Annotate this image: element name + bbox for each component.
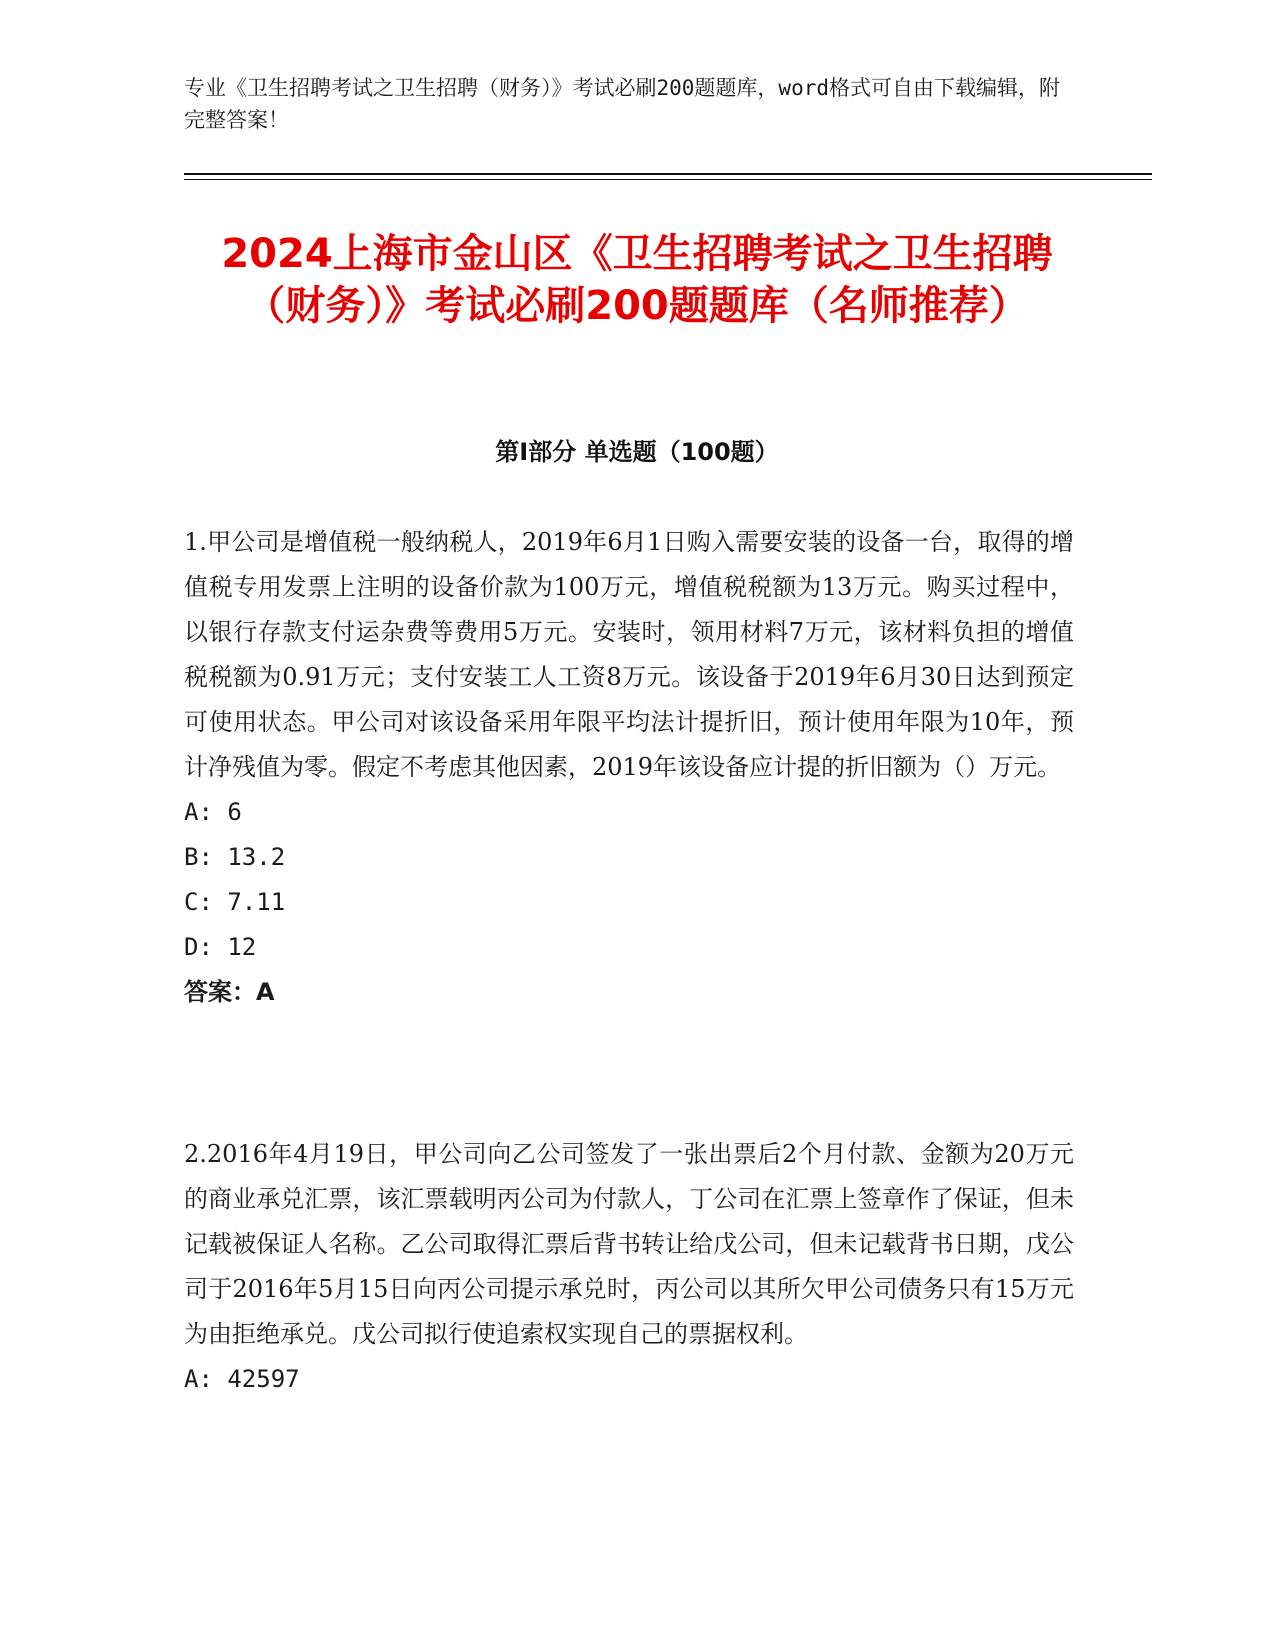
option-text: 42597 <box>227 1365 300 1393</box>
header-divider-thin <box>184 179 1152 180</box>
option-text: 12 <box>227 933 257 961</box>
option-text: 6 <box>227 798 242 826</box>
option-a <box>184 1357 1074 1402</box>
option-d <box>184 925 1074 970</box>
option-letter: C: <box>184 888 213 916</box>
option-letter: A: <box>184 798 213 826</box>
header-note: 专业《卫生招聘考试之卫生招聘（财务）》考试必刷200题题库，word格式可自由下载编辑，附完整答案！ <box>184 76 1060 132</box>
option-text: 7.11 <box>227 888 286 916</box>
question-2 <box>184 1132 1074 1402</box>
question-stem: 1.甲公司是增值税一般纳税人，2019年6月1日购入需要安装的设备一台，取得的增值税专用发票上注明的设备价款为100万元，增值税税额为13万元。购买过程中，以银行存款支付运杂费等费用5万元。安装时，领用材料7万元，该材料负担的增值税税额为0.91万元；支付安装工人工资8万元。该设备于2019年6月30日达到预定可使用状态。甲公司对该设备采用年限平均法计提折旧，预计使用年限为10年，预计净残值为零。假定不考虑其他因素，2019年该设备应计提的折旧额为（）万元。 <box>184 528 1074 781</box>
option-a <box>184 790 1074 835</box>
question-1 <box>184 520 1074 1015</box>
option-letter: D: <box>184 933 213 961</box>
question-stem: 2.2016年4月19日，甲公司向乙公司签发了一张出票后2个月付款、金额为20万元的商业承兑汇票，该汇票载明丙公司为付款人，丁公司在汇票上签章作了保证，但未记载被保证人名称。乙公司取得汇票后背书转让给戊公司，但未记载背书日期，戊公司于2016年5月15日向丙公司提示承兑时，丙公司以其所欠甲公司债务只有15万元为由拒绝承兑。戊公司拟行使追索权实现自己的票据权利。 <box>184 1140 1074 1348</box>
option-letter: A: <box>184 1365 213 1393</box>
section-heading: 第Ⅰ部分 单选题（100题） <box>495 438 779 466</box>
header-divider-thick <box>184 173 1152 175</box>
option-text: 13.2 <box>227 843 286 871</box>
answer-line: 答案：A <box>184 978 275 1006</box>
option-c <box>184 880 1074 925</box>
option-letter: B: <box>184 843 213 871</box>
document-title: 2024上海市金山区《卫生招聘考试之卫生招聘（财务）》考试必刷200题题库（名师推荐） <box>221 231 1053 329</box>
option-b <box>184 835 1074 880</box>
